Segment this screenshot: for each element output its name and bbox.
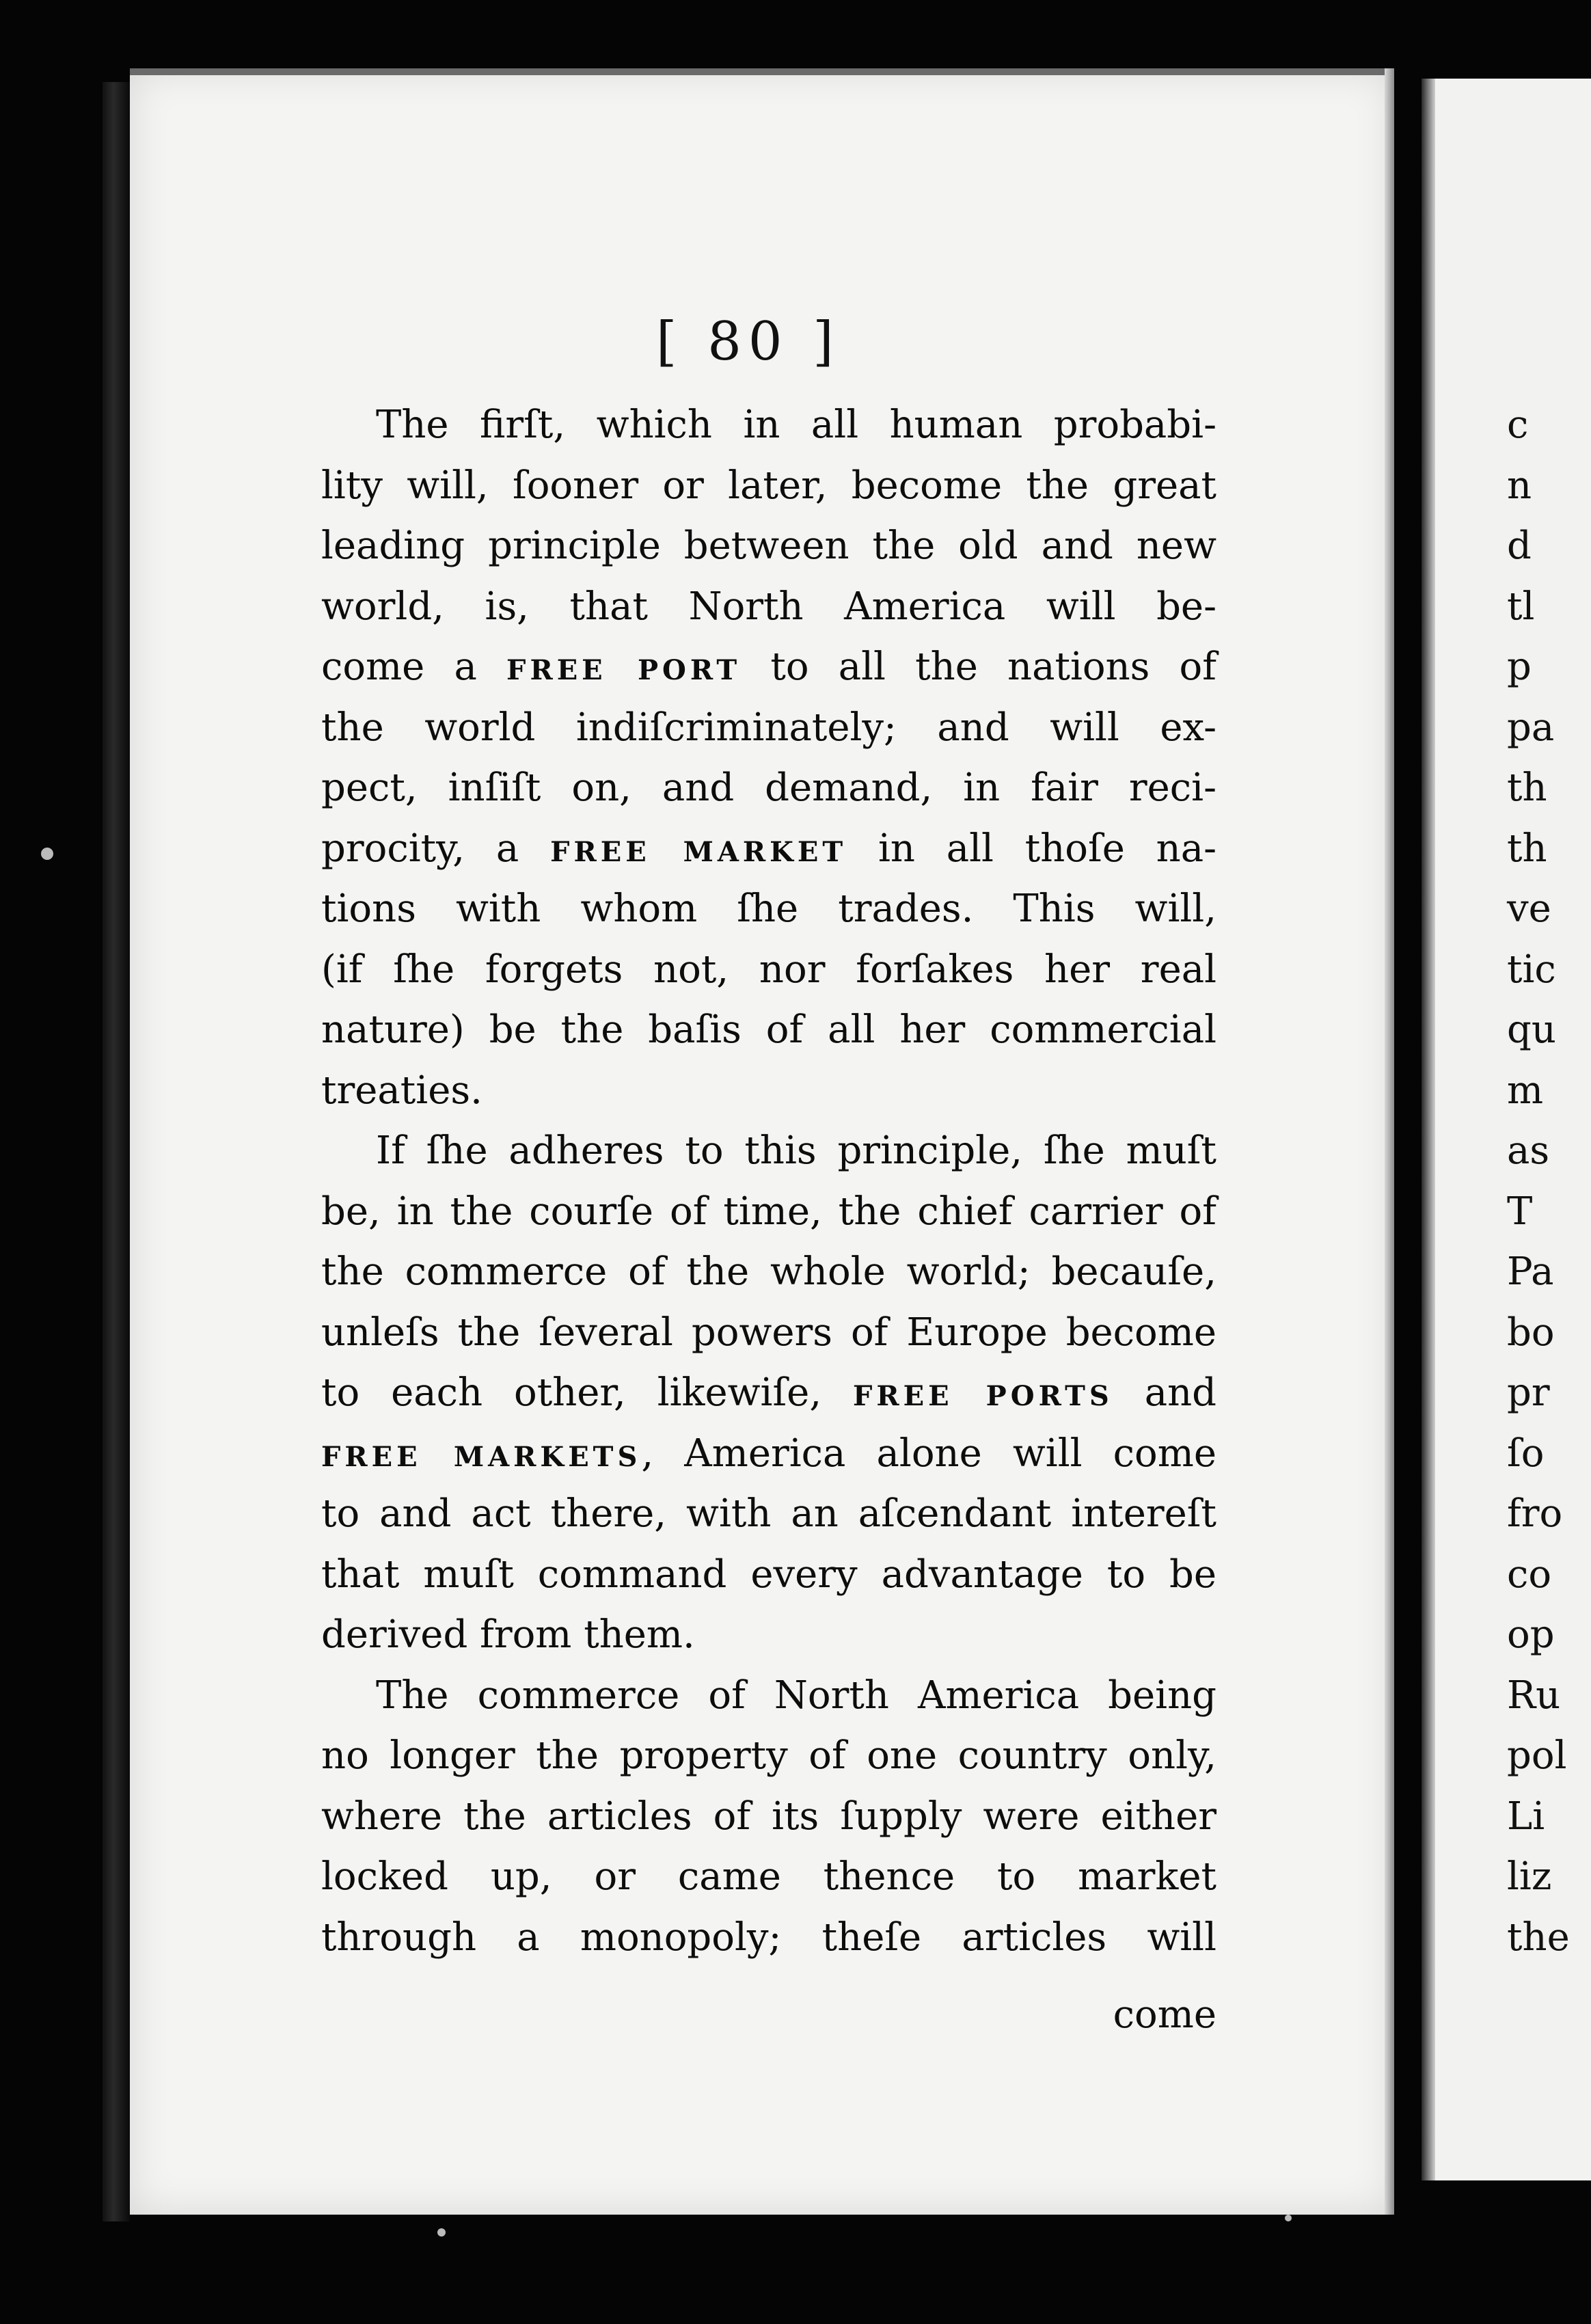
facing-line-start: fro: [1507, 1491, 1563, 1536]
text-line: FREE MARKETS, America alone will come: [321, 1431, 1216, 1476]
facing-line-start: co: [1507, 1552, 1552, 1597]
dust-speck: [41, 848, 53, 860]
text-line: (if ſhe forgets not, nor forſakes her real: [321, 947, 1216, 992]
text-line: leading principle between the old and new: [321, 524, 1216, 568]
facing-line-start: Li: [1507, 1794, 1545, 1839]
facing-line-start: m: [1507, 1068, 1544, 1113]
text-line: lity will, ſooner or later, become the great: [321, 463, 1216, 508]
facing-line-start: th: [1507, 826, 1547, 871]
paragraph-1: [321, 395, 1216, 1121]
text-line: procity, a FREE MARKET in all thoſe na-: [321, 826, 1216, 871]
facing-line-start: pr: [1507, 1370, 1550, 1415]
text-line: the commerce of the whole world; becauſe,: [321, 1249, 1216, 1294]
text-line: come a FREE PORT to all the nations of: [321, 645, 1216, 689]
text-line: The firſt, which in all human probabi-: [376, 403, 1216, 447]
text-line: the world indiſcriminately; and will ex-: [321, 705, 1216, 750]
facing-line-start: Pa: [1507, 1249, 1554, 1294]
book-binding-edge: [103, 82, 130, 2221]
text-line: be, in the courſe of time, the chief carrier of: [321, 1189, 1216, 1234]
text-line: unleſs the ſeveral powers of Europe become: [321, 1310, 1216, 1355]
dust-speck: [437, 2228, 446, 2237]
text-line: tions with whom ſhe trades. This will,: [321, 887, 1216, 931]
text-line: derived from them.: [321, 1612, 695, 1657]
text-line: through a monopoly; theſe articles will: [321, 1915, 1216, 1960]
facing-line-start: ve: [1507, 887, 1551, 931]
facing-line-start: Ru: [1507, 1673, 1561, 1718]
text-line: no longer the property of one country only,: [321, 1733, 1216, 1778]
facing-line-start: tic: [1507, 947, 1556, 992]
text-line: world, is, that North America will be-: [321, 584, 1216, 629]
facing-line-start: th: [1507, 766, 1547, 810]
small-caps-phrase: FREE MARKETS: [321, 1440, 642, 1473]
facing-line-start: op: [1507, 1612, 1555, 1657]
page-number: [ 80 ]: [656, 311, 841, 373]
catchword: come: [1113, 1992, 1216, 2037]
text-line: nature) be the baſis of all her commercial: [321, 1008, 1216, 1052]
facing-line-start: pa: [1507, 705, 1555, 750]
facing-line-start: n: [1507, 463, 1532, 508]
facing-line-start: bo: [1507, 1310, 1555, 1355]
facing-line-start: pol: [1507, 1733, 1567, 1778]
small-caps-phrase: FREE PORTS: [853, 1380, 1113, 1412]
text-line: to each other, likewiſe, FREE PORTS and: [321, 1370, 1216, 1415]
facing-line-start: p: [1507, 645, 1532, 689]
facing-line-start: tl: [1507, 584, 1535, 629]
facing-page-text: [1507, 395, 1591, 1968]
facing-line-start: ſo: [1507, 1431, 1545, 1476]
facing-line-start: T: [1507, 1189, 1533, 1234]
body-text: [321, 395, 1216, 1968]
small-caps-phrase: FREE MARKET: [550, 835, 847, 868]
paragraph-2: [321, 1121, 1216, 1666]
facing-line-start: c: [1507, 403, 1529, 447]
paragraph-3: [321, 1666, 1216, 1969]
text-line: locked up, or came thence to market: [321, 1854, 1216, 1899]
facing-line-start: the: [1507, 1915, 1570, 1960]
dust-speck: [1285, 2215, 1292, 2221]
text-line: to and act there, with an aſcendant intereſt: [321, 1491, 1216, 1536]
text-line: treaties.: [321, 1068, 482, 1113]
facing-line-start: liz: [1507, 1854, 1552, 1899]
small-caps-phrase: FREE PORT: [506, 654, 742, 686]
facing-line-start: as: [1507, 1129, 1550, 1173]
text-line: pect, inſiſt on, and demand, in fair reci-: [321, 766, 1216, 810]
text-line: that muſt command every advantage to be: [321, 1552, 1216, 1597]
text-line: where the articles of its ſupply were either: [321, 1794, 1216, 1839]
text-line: If ſhe adheres to this principle, ſhe muſt: [376, 1129, 1216, 1173]
text-line: The commerce of North America being: [376, 1673, 1216, 1718]
facing-line-start: qu: [1507, 1008, 1556, 1052]
facing-line-start: d: [1507, 524, 1532, 568]
